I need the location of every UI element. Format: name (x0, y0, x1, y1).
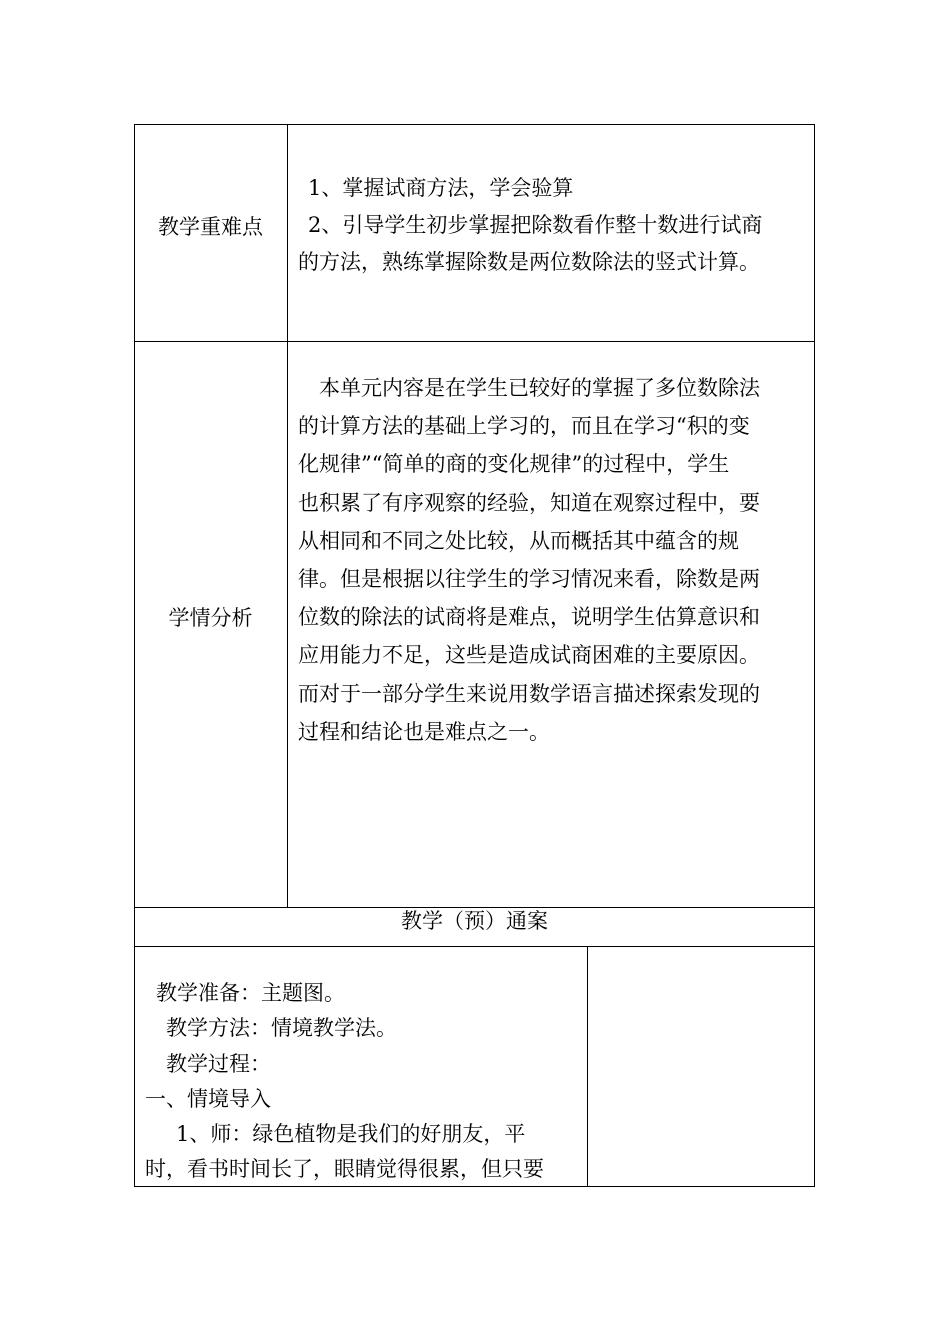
analysis-line: 的计算方法的基础上学习的，而且在学习“积的变 (298, 414, 750, 439)
row-divider-3 (134, 946, 815, 947)
analysis-line: 从相同和不同之处比较，从而概括其中蕴含的规 (298, 528, 739, 553)
analysis-line: 化规律”“简单的商的变化规律”的过程中，学生 (298, 452, 730, 477)
difficulty-label: 教学重难点 (158, 215, 263, 239)
plan-line: 1、师：绿色植物是我们的好朋友，平 (176, 1122, 526, 1147)
row-divider-2 (134, 907, 815, 908)
difficulty-line: 的方法，熟练掌握除数是两位数除法的竖式计算。 (298, 250, 760, 274)
analysis-line: 本单元内容是在学生已较好的掌握了多位数除法 (319, 376, 760, 400)
analysis-line: 而对于一部分学生来说用数学语言描述探索发现的 (298, 681, 760, 706)
row-divider-1 (134, 341, 815, 342)
analysis-line: 过程和结论也是难点之一。 (298, 719, 550, 744)
analysis-label: 学情分析 (168, 606, 253, 630)
plan-content (145, 976, 544, 1188)
plan-line: 时，看书时间长了，眼睛觉得很累，但只要 (145, 1157, 544, 1182)
label-column-divider (287, 124, 288, 908)
analysis-line: 律。但是根据以往学生的学习情况来看，除数是两 (298, 566, 760, 591)
difficulty-line: 1、掌握试商方法，学会验算 (308, 176, 574, 200)
table-border-left (134, 124, 135, 1187)
table-border-right (814, 124, 815, 1187)
notes-column-divider (587, 946, 588, 1187)
analysis-content (298, 369, 760, 751)
difficulty-content (298, 170, 762, 281)
analysis-line: 位数的除法的试商将是难点，说明学生估算意识和 (298, 605, 760, 630)
analysis-line: 也积累了有序观察的经验，知道在观察过程中，要 (298, 490, 760, 515)
analysis-line: 应用能力不足，这些是造成试商困难的主要原因。 (298, 643, 760, 668)
plan-line: 教学过程： (166, 1051, 271, 1076)
plan-line: 一、情境导入 (145, 1086, 271, 1111)
difficulty-line: 2、引导学生初步掌握把除数看作整十数进行试商 (308, 213, 763, 237)
plan-line: 教学方法：情境教学法。 (166, 1016, 397, 1041)
plan-header: 教学（预）通案 (401, 909, 548, 933)
plan-line: 教学准备：主题图。 (156, 981, 345, 1005)
table-border-top (134, 124, 815, 125)
